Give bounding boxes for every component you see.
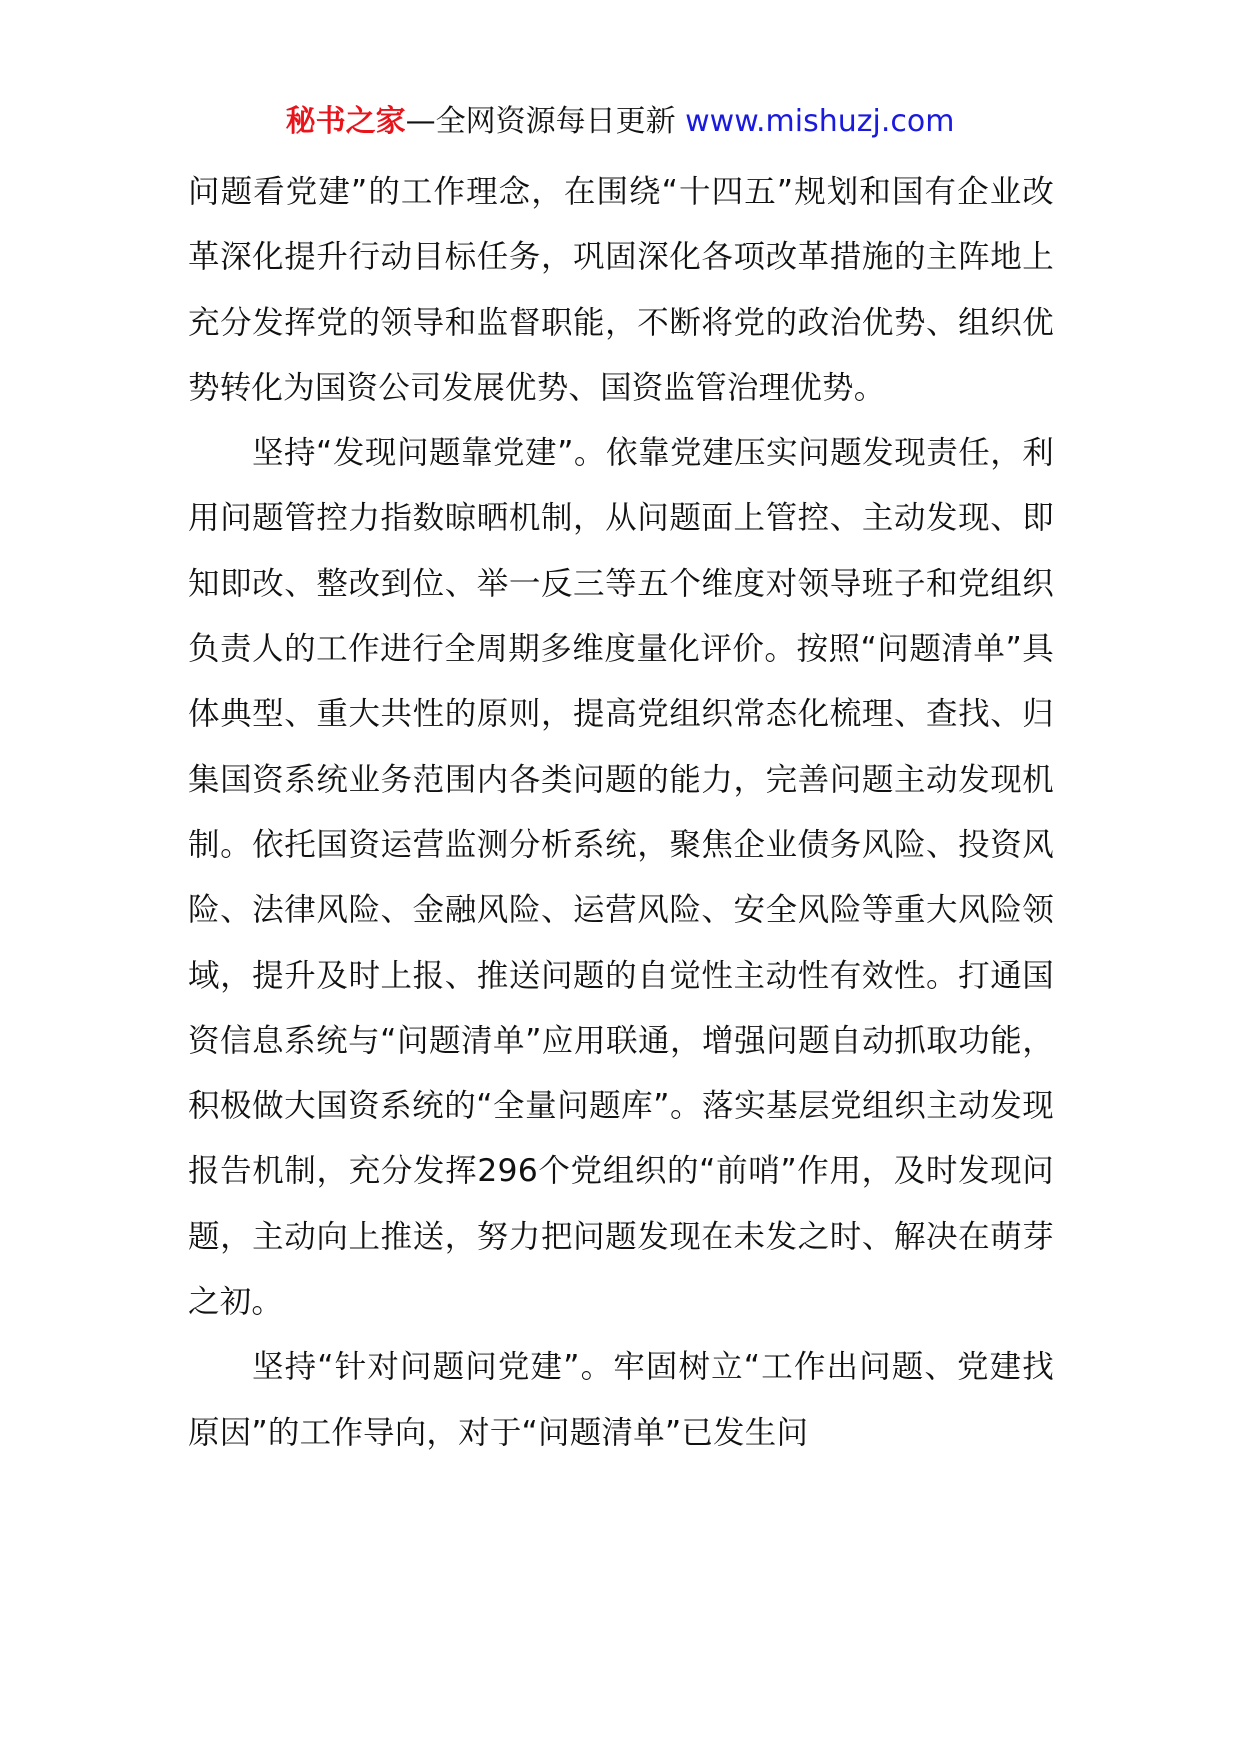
page-header xyxy=(0,100,1240,144)
paragraph-problem-inquiry: 坚持“针对问题问党建”。牢固树立“工作出问题、党建找原因”的工作导向，对于“问题清单”已发生问 xyxy=(188,1349,1054,1451)
document-body xyxy=(188,160,1054,1466)
paragraph-continuation: 问题看党建”的工作理念，在围绕“十四五”规划和国有企业改革深化提升行动目标任务，巩固深化各项改革措施的主阵地上充分发挥党的领导和监督职能，不断将党的政治优势、组织优势转化为国资公司发展优势、国资监管治理优势。 xyxy=(188,174,1054,406)
website-link[interactable]: www.mishuzj.com xyxy=(685,104,955,139)
brand-name: 秘书之家 xyxy=(285,104,406,139)
paragraph-problem-discovery: 坚持“发现问题靠党建”。依靠党建压实问题发现责任，利用问题管控力指数晾晒机制，从问题面上管控、主动发现、即知即改、整改到位、举一反三等五个维度对领导班子和党组织负责人的工作进行全周期多维度量化评价。按照“问题清单”具体典型、重大共性的原则，提高党组织常态化梳理、查找、归集国资系统业务范围内各类问题的能力，完善问题主动发现机制。依托国资运营监测分析系统，聚焦企业债务风险、投资风险、法律风险、金融风险、运营风险、安全风险等重大风险领域，提升及时上报、推送问题的自觉性主动性有效性。打通国资信息系统与“问题清单”应用联通，增强问题自动抓取功能，积极做大国资系统的“全量问题库”。落实基层党组织主动发现报告机制，充分发挥296个党组织的“前哨”作用，及时发现问题，主动向上推送，努力把问题发现在未发之时、解决在萌芽之初。 xyxy=(188,435,1054,1321)
header-tagline: —全网资源每日更新 xyxy=(405,104,686,139)
